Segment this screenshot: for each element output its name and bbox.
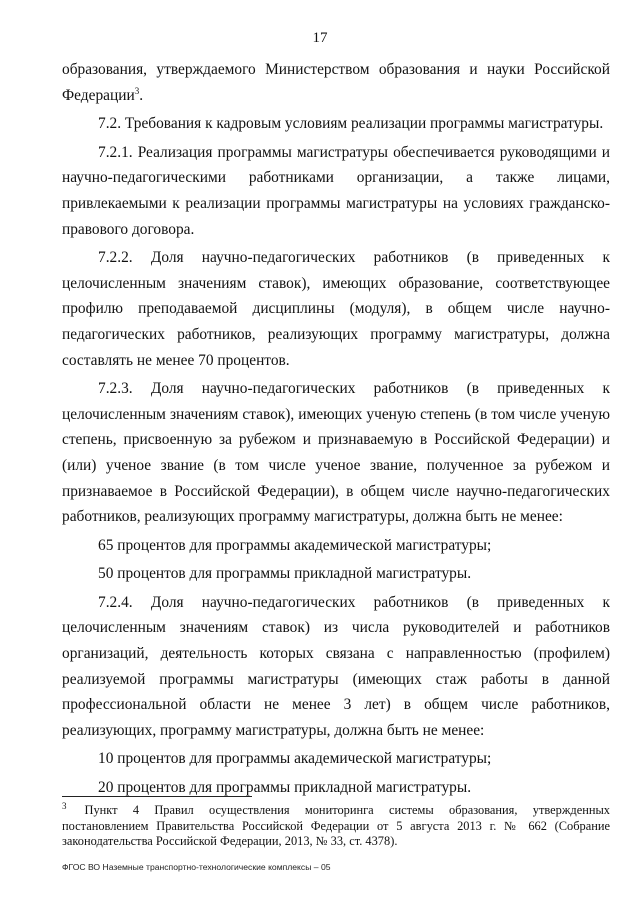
list-item-academic-10: 10 процентов для программы академической магистратуры; — [98, 750, 492, 768]
paragraph-7-2-3: 7.2.3. Доля научно-педагогических работников (в приведенных к целочисленным значениям ставок), имеющих ученую степень (в том числе ученую степень, присвоенную за рубежом и признаваемую в Российской Федерации) и (или) ученое звание (в том числе ученое звание, полученное за рубежом и признаваемое в Российской Федерации), в общем числе научно-педагогических работников, реализующих программу магистратуры, должна быть не менее: — [62, 380, 610, 526]
paragraph-7-2-2: 7.2.2. Доля научно-педагогических работников (в приведенных к целочисленным значениям ставок), имеющих образование, соответствующее профилю преподаваемой дисциплины (модуля), в общем числе научно-педагогических работников, реализующих программу магистратуры, должна составлять не менее 70 процентов. — [62, 249, 610, 369]
paragraph-7-2-1: 7.2.1. Реализация программы магистратуры обеспечивается руководящими и научно-педагогическими работниками организации, а также лицами, привлекаемыми к реализации программы магистратуры на условиях гражданско-правового договора. — [62, 143, 610, 238]
page-footer: ФГОС ВО Наземные транспортно-технологические комплексы – 05 — [62, 862, 331, 872]
section-7-2-heading: 7.2. Требования к кадровым условиям реализации программы магистратуры. — [98, 115, 604, 133]
paragraph-text: образования, утверждаемого Министерством образования и науки Российской Федерации — [62, 61, 610, 104]
footnote — [62, 799, 610, 850]
list-item-applied-20: 20 процентов для программы прикладной магистратуры. — [98, 779, 472, 797]
paragraph-7-2-4: 7.2.4. Доля научно-педагогических работников (в приведенных к целочисленным значениям ставок) из числа руководителей и работников организаций, деятельность которых связана с направленностью (профилем) реализуемой программы магистратуры (имеющих стаж работы в данной профессиональной области не менее 3 лет) в общем числе работников, реализующих, программу магистратуры, должна быть не менее: — [62, 593, 610, 739]
footnote-text: Пункт 4 Правил осуществления мониторинга системы образования, утвержденных постановлением Правительства Российской Федерации от 5 августа 2013 г. № 662 (Собрание законодательства Российской Федерации, 2013, № 33, ст. 4378). — [62, 803, 610, 849]
footnote-reference[interactable]: 3 — [134, 85, 140, 96]
list-item-academic-65: 65 процентов для программы академической магистратуры; — [98, 536, 492, 554]
paragraph-punct: . — [139, 86, 144, 104]
list-item-applied-50: 50 процентов для программы прикладной магистратуры. — [98, 565, 472, 583]
page-number: 17 — [312, 30, 328, 46]
paragraph-continuation — [62, 57, 610, 108]
body-text — [62, 57, 610, 801]
footnote-divider — [62, 796, 252, 797]
footnote-mark: 3 — [62, 801, 67, 811]
